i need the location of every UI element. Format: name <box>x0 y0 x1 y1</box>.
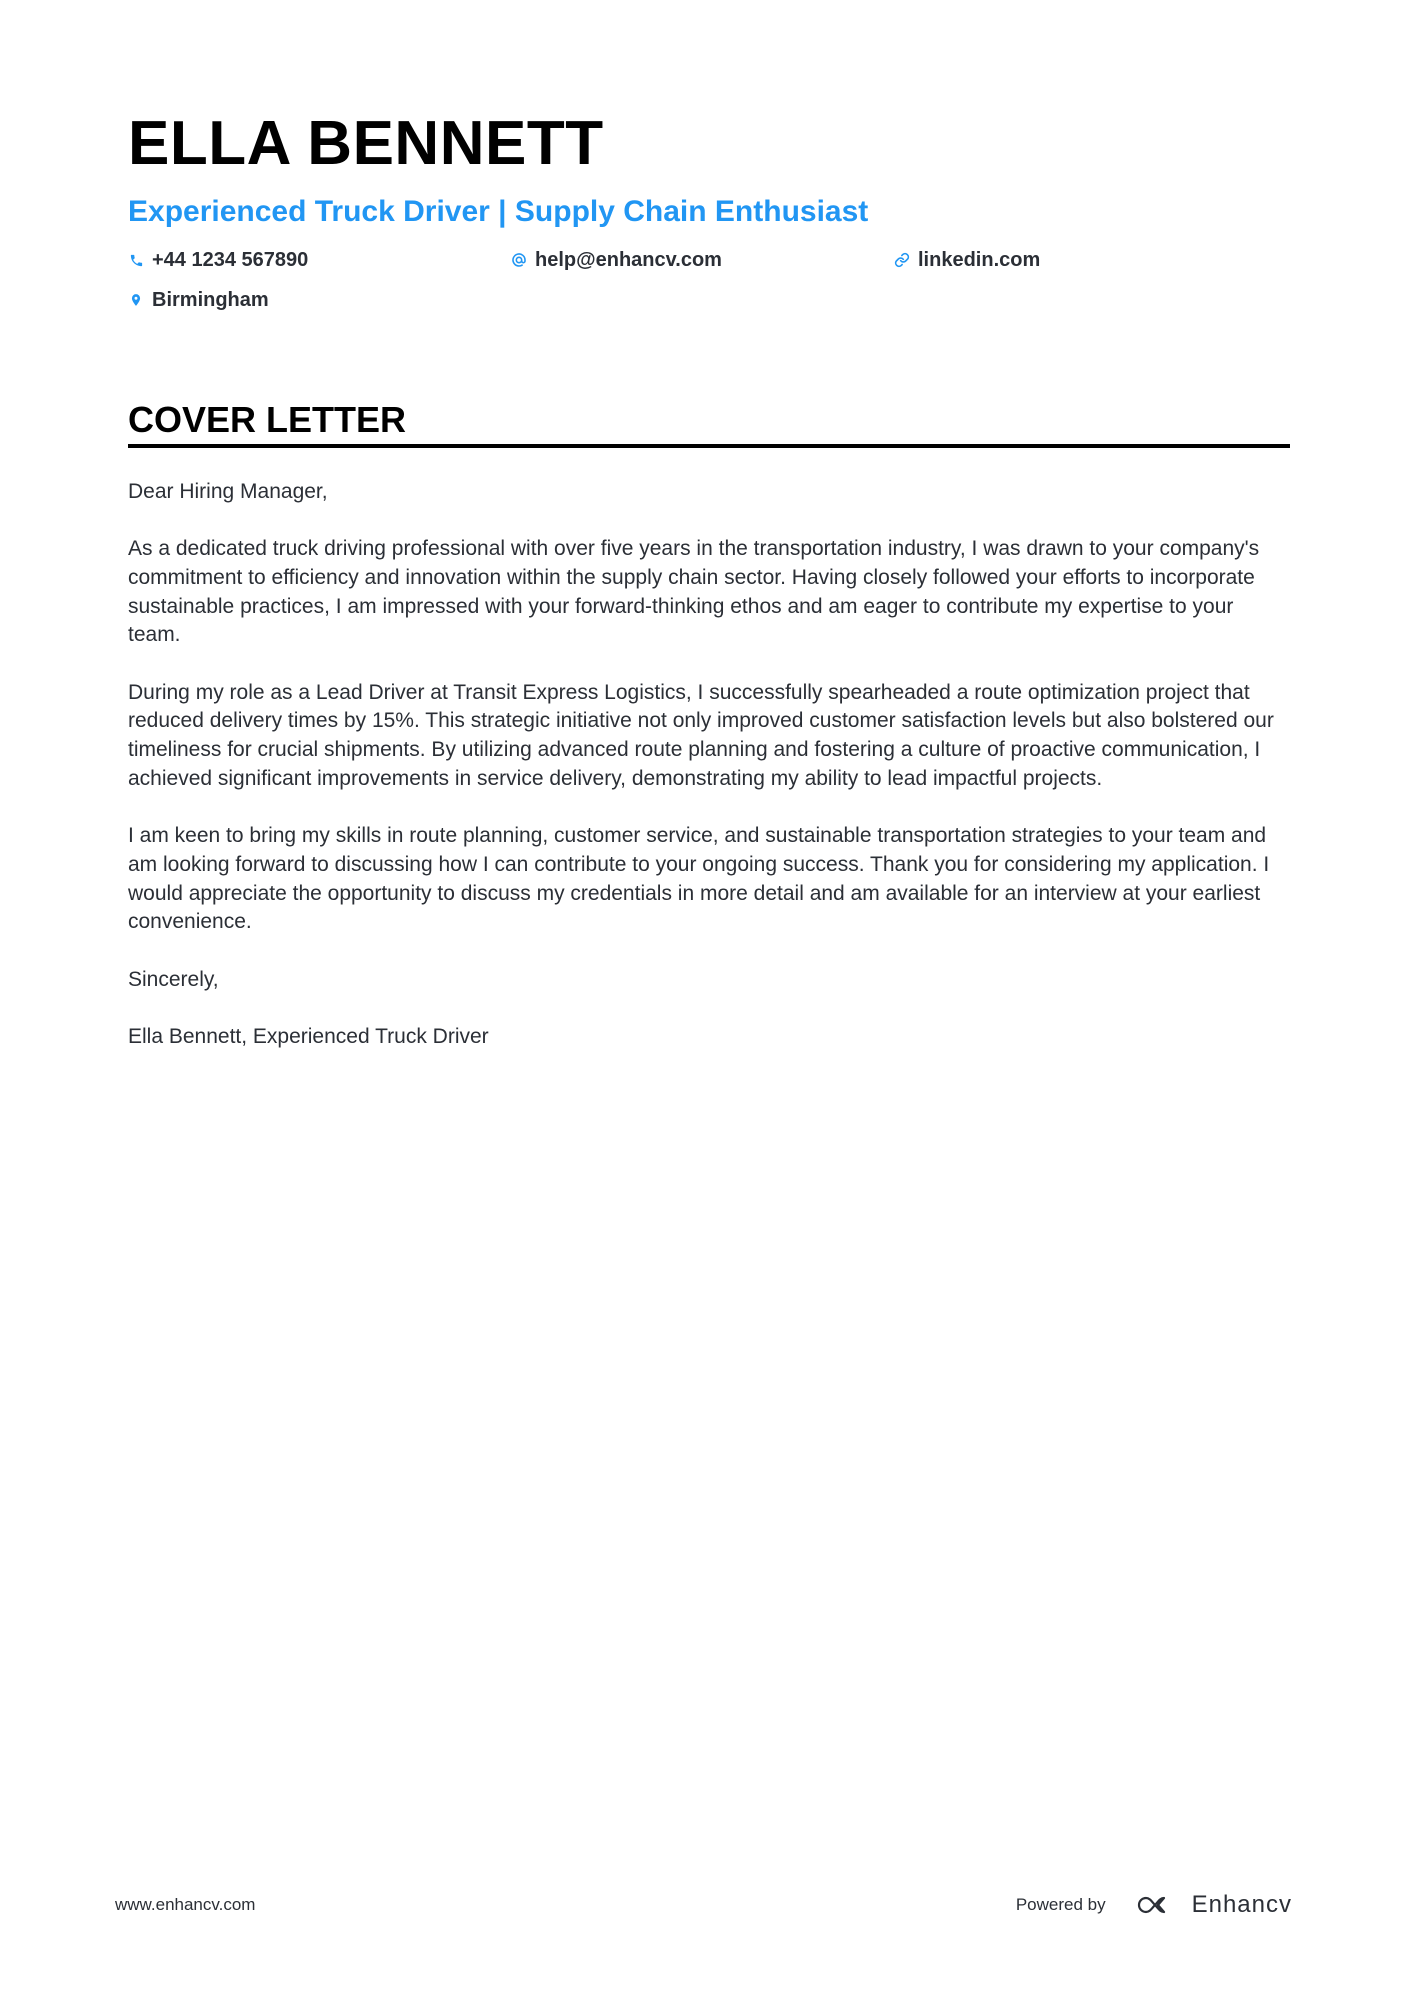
location-pin-icon <box>128 292 144 308</box>
candidate-headline: Experienced Truck Driver | Supply Chain Enthusiast <box>128 195 869 228</box>
page-footer <box>115 1890 1292 1920</box>
contact-linkedin[interactable] <box>894 246 1277 274</box>
letter-paragraph: As a dedicated truck driving professional with over five years in the transportation industry, I was drawn to your company's commitment to efficiency and innovation within the supply chain sector. Having closely followed your efforts to incorporate sustainable practices, I am impressed with your forward-thinking ethos and am eager to contribute my expertise to your team. <box>128 537 1260 647</box>
letter-salutation: Dear Hiring Manager, <box>128 479 328 503</box>
letter-body <box>128 478 1290 1052</box>
contact-location-text: Birmingham <box>152 288 269 311</box>
powered-by-text: Powered by <box>1015 1895 1106 1914</box>
footer-website[interactable]: www.enhancv.com <box>115 1895 256 1914</box>
letter-closing: Sincerely, <box>128 967 219 991</box>
link-icon <box>894 252 910 268</box>
enhancv-logo-icon <box>1132 1893 1178 1917</box>
section-title: COVER LETTER <box>128 402 1290 448</box>
contact-phone[interactable] <box>128 246 511 274</box>
cover-letter-page <box>128 105 1290 1081</box>
letter-paragraph: I am keen to bring my skills in route planning, customer service, and sustainable transportation strategies to your team and am looking forward to discussing how I can contribute to your ongoing success. Thank you for considering my application. I would appreciate the opportunity to discuss my credentials in more detail and am available for an interview at your earliest convenience. <box>128 824 1270 934</box>
candidate-name: ELLA BENNETT <box>128 109 604 178</box>
at-icon <box>511 252 527 268</box>
phone-icon <box>128 252 144 268</box>
letter-signature: Ella Bennett, Experienced Truck Driver <box>128 1025 489 1049</box>
contact-email[interactable] <box>511 246 894 274</box>
letter-paragraph: During my role as a Lead Driver at Transit Express Logistics, I successfully spearheaded a route optimization project that reduced delivery times by 15%. This strategic initiative not only improved customer satisfaction levels but also bolstered our timeliness for crucial shipments. By utilizing advanced route planning and fostering a culture of proactive communication, I achieved significant improvements in service delivery, demonstrating my ability to lead impactful projects. <box>128 680 1274 790</box>
brand-name: Enhancv <box>1191 1891 1292 1918</box>
contact-location <box>128 286 511 314</box>
footer-branding[interactable] <box>1016 1891 1292 1919</box>
contact-linkedin-text: linkedin.com <box>918 248 1041 271</box>
contact-info <box>128 246 1290 314</box>
contact-email-text: help@enhancv.com <box>535 248 722 271</box>
contact-phone-text: +44 1234 567890 <box>152 248 309 271</box>
